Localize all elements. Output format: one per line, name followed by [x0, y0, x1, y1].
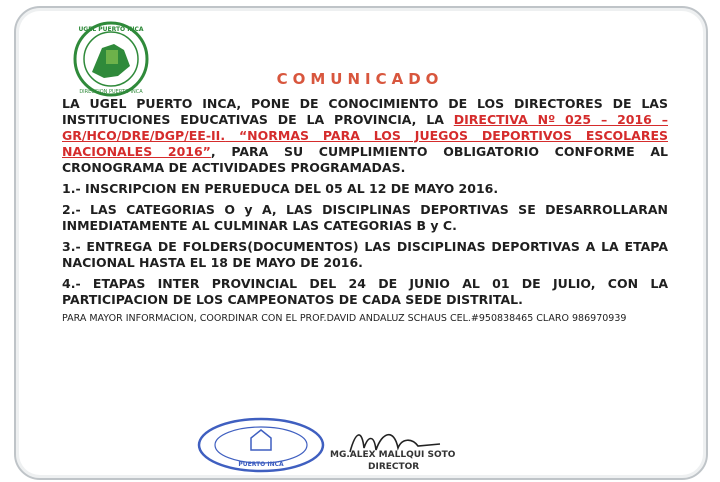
item-2: 2.- LAS CATEGORIAS O y A, LAS DISCIPLINAS DEPORTIVAS SE DESARROLLARAN INMEDIATAMENTE AL CULMINAR LAS CATEGORIAS B y C. [62, 202, 668, 233]
document-body [62, 96, 668, 330]
signatory-role: DIRECTOR [368, 462, 420, 472]
contact-info: PARA MAYOR INFORMACION, COORDINAR CON EL PROF.DAVID ANDALUZ SCHAUS CEL.#950838465 CLARO 986970939 [62, 313, 627, 324]
norms-title: “NORMAS PARA LOS JUEGOS DEPORTIVOS ESCOLARES NACIONALES 2016” [62, 128, 668, 159]
intro-text-b: , PARA SU CUMPLIMIENTO OBLIGATORIO CONFORME AL CRONOGRAMA DE ACTIVIDADES PROGRAMADAS. [62, 144, 668, 175]
item-4: 4.- ETAPAS INTER PROVINCIAL DEL 24 DE JUNIO AL 01 DE JULIO, CON LA PARTICIPACION DE LOS CAMPEONATOS DE CADA SEDE DISTRITAL. [62, 276, 668, 307]
seal-text: PUERTO INCA [238, 461, 284, 468]
intro-paragraph [62, 96, 668, 176]
item-1: 1.- INSCRIPCION EN PERUEDUCA DEL 05 AL 12 DE MAYO 2016. [62, 181, 499, 196]
directive-reference: DIRECTIVA Nº 025 – 2016 – GR/HCO/DRE/DGP/EE-II. [62, 112, 668, 143]
document-title: COMUNICADO [276, 70, 444, 88]
logo-sub-text: DIRECCION PUERTO INCA [79, 89, 143, 95]
official-seal [196, 416, 326, 474]
intro-text-a: LA UGEL PUERTO INCA, PONE DE CONOCIMIENTO DE LOS DIRECTORES DE LAS INSTITUCIONES EDUCATIVAS DE LA PROVINCIA, LA [62, 96, 668, 127]
signatory-name: MG.ALEX MALLQUI SOTO [330, 450, 456, 460]
logo-ring-text: UGEL PUERTO INCA [78, 26, 144, 33]
item-3: 3.- ENTREGA DE FOLDERS(DOCUMENTOS) LAS DISCIPLINAS DEPORTIVAS A LA ETAPA NACIONAL HASTA EL 18 DE MAYO DE 2016. [62, 239, 668, 270]
